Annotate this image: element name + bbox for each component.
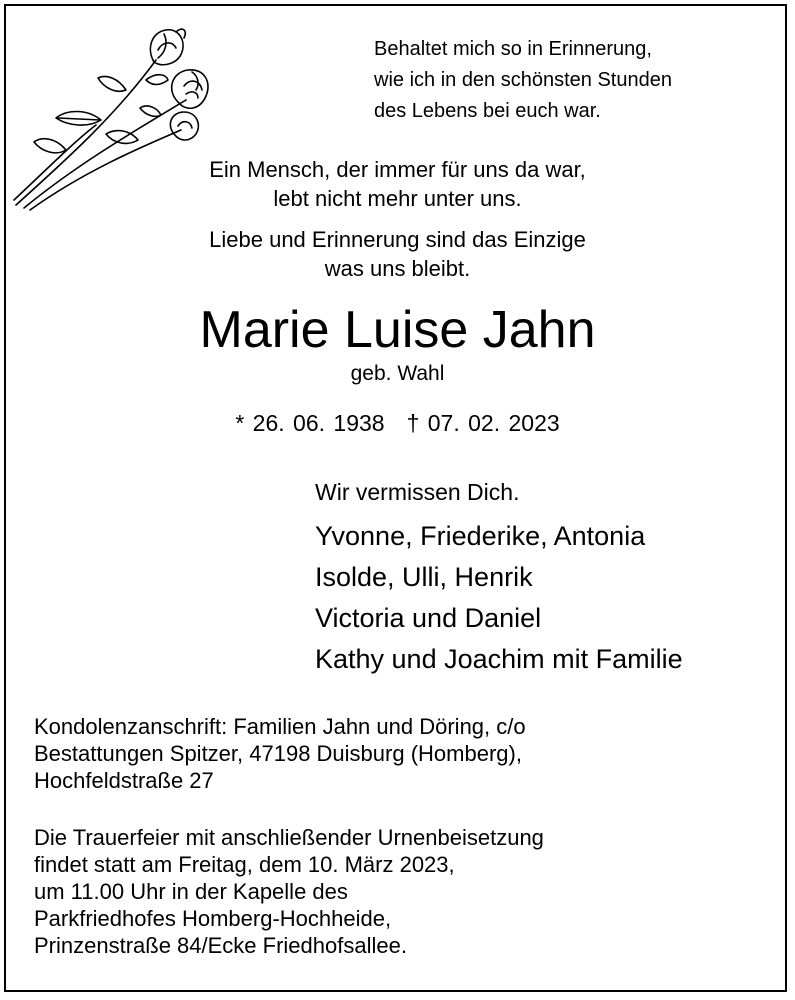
condolence-line: Kondolenzanschrift: Familien Jahn und Döring, c/o: [34, 714, 526, 739]
poem-line: Liebe und Erinnerung sind das Einzige: [209, 227, 586, 252]
mourners-list: [315, 516, 683, 680]
birth-name: geb. Wahl: [350, 362, 445, 385]
condolence-line: Hochfeldstraße 27: [34, 768, 214, 793]
life-dates: [0, 406, 795, 440]
funeral-line: um 11.00 Uhr in der Kapelle des: [34, 879, 348, 904]
poem-line: was uns bleibt.: [324, 256, 471, 281]
poem-line: Ein Mensch, der immer für uns da war,: [209, 157, 586, 182]
funeral-line: findet statt am Freitag, dem 10. März 2023,: [34, 852, 455, 877]
condolence-line: Bestattungen Spitzer, 47198 Duisburg (Homberg),: [34, 741, 522, 766]
funeral-line: Die Trauerfeier mit anschließender Urnenbeisetzung: [34, 825, 544, 850]
poem-verse-2: [0, 225, 795, 283]
poem-line: lebt nicht mehr unter uns.: [273, 186, 522, 211]
funeral-line: Prinzenstraße 84/Ecke Friedhofsallee.: [34, 933, 407, 958]
quote-line: wie ich in den schönsten Stunden: [374, 69, 672, 91]
mourners-intro: Wir vermissen Dich.: [315, 479, 520, 505]
mourner-line: Yvonne, Friederike, Antonia: [315, 521, 646, 551]
deceased-name: Marie Luise Jahn: [199, 301, 596, 359]
quote-line: des Lebens bei euch war.: [374, 100, 601, 122]
mourner-line: Kathy und Joachim mit Familie: [315, 644, 683, 674]
death-date: † 07. 02. 2023: [406, 410, 560, 436]
memorial-quote: [374, 34, 672, 127]
funeral-line: Parkfriedhofes Homberg-Hochheide,: [34, 906, 392, 931]
quote-line: Behaltet mich so in Erinnerung,: [374, 38, 652, 60]
mourner-line: Isolde, Ulli, Henrik: [315, 562, 533, 592]
funeral-details: [34, 824, 544, 959]
condolence-address: [34, 713, 526, 794]
mourner-line: Victoria und Daniel: [315, 603, 542, 633]
birth-date: * 26. 06. 1938: [235, 410, 385, 436]
poem-verse-1: [0, 155, 795, 213]
